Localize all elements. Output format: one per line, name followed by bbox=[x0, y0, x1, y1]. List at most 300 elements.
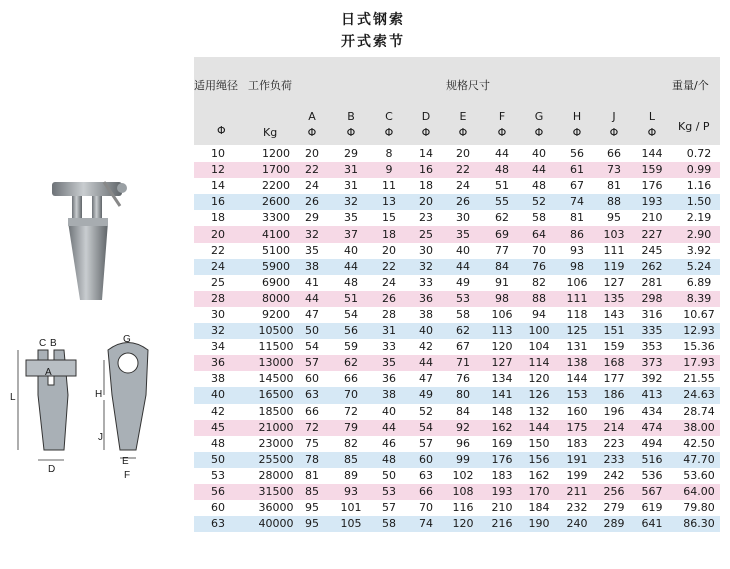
table-cell: 36 bbox=[211, 356, 225, 370]
table-cell: 17.93 bbox=[683, 356, 715, 370]
table-cell: 79.80 bbox=[683, 501, 715, 515]
table-cell: 135 bbox=[603, 291, 625, 305]
col-header-C: C bbox=[385, 110, 393, 123]
table-cell: 23 bbox=[419, 211, 433, 225]
table-cell: 33 bbox=[419, 275, 433, 289]
table-cell: 84 bbox=[456, 404, 470, 418]
table-cell: 53 bbox=[382, 485, 396, 499]
col-header-phi: Φ bbox=[307, 126, 317, 139]
table-cell: 54 bbox=[419, 420, 433, 434]
table-cell: 47.70 bbox=[683, 452, 715, 466]
table-cell: 196 bbox=[603, 404, 625, 418]
table-cell: 66 bbox=[419, 485, 433, 499]
table-cell: 12 bbox=[211, 163, 225, 177]
table-cell: 70 bbox=[344, 388, 358, 402]
table-cell: 29 bbox=[305, 211, 319, 225]
table-cell: 72 bbox=[305, 420, 319, 434]
table-cell: 210 bbox=[641, 211, 663, 225]
col-header-J: J bbox=[612, 110, 616, 123]
table-cell: 10 bbox=[211, 147, 225, 161]
table-cell: 74 bbox=[570, 195, 584, 209]
table-cell: 35 bbox=[305, 243, 319, 257]
table-cell: 18 bbox=[419, 179, 433, 193]
col-header-phi: Φ bbox=[647, 126, 657, 139]
table-cell: 144 bbox=[528, 420, 550, 434]
table-cell: 16500 bbox=[258, 388, 294, 402]
table-cell: 214 bbox=[603, 420, 625, 434]
col-header-E: E bbox=[459, 110, 467, 123]
table-cell: 1.50 bbox=[686, 195, 712, 209]
table-cell: 53.60 bbox=[683, 468, 715, 482]
table-cell: 30 bbox=[419, 243, 433, 257]
table-cell: 24 bbox=[305, 179, 319, 193]
table-cell: 41 bbox=[305, 275, 319, 289]
table-cell: 40 bbox=[532, 147, 546, 161]
col-header-phi: Φ bbox=[384, 126, 394, 139]
table-cell: 1700 bbox=[262, 163, 290, 177]
table-cell: 373 bbox=[641, 356, 663, 370]
table-cell: 53 bbox=[456, 291, 470, 305]
table-cell: 120 bbox=[528, 372, 550, 386]
table-cell: 31 bbox=[382, 324, 396, 338]
table-cell: 127 bbox=[491, 356, 513, 370]
table-cell: 227 bbox=[641, 227, 663, 241]
table-cell: 22 bbox=[382, 259, 396, 273]
table-cell: 32 bbox=[305, 227, 319, 241]
table-cell: 5.24 bbox=[686, 259, 712, 273]
table-cell: 64 bbox=[532, 227, 546, 241]
table-cell: 186 bbox=[603, 388, 625, 402]
table-cell: 168 bbox=[603, 356, 625, 370]
table-cell: 2.90 bbox=[686, 227, 712, 241]
table-cell: 6900 bbox=[262, 275, 290, 289]
table-cell: 316 bbox=[641, 307, 663, 321]
table-cell: 24 bbox=[382, 275, 396, 289]
table-cell: 63 bbox=[211, 517, 225, 531]
table-cell: 32 bbox=[344, 195, 358, 209]
table-row bbox=[194, 226, 720, 242]
table-cell: 51 bbox=[495, 179, 509, 193]
table-cell: 159 bbox=[603, 340, 625, 354]
table-cell: 30 bbox=[211, 307, 225, 321]
table-cell: 80 bbox=[456, 388, 470, 402]
table-cell: 14500 bbox=[258, 372, 294, 386]
table-cell: 536 bbox=[641, 468, 663, 482]
table-cell: 13 bbox=[382, 195, 396, 209]
table-cell: 619 bbox=[641, 501, 663, 515]
header-phi: Φ bbox=[217, 124, 226, 137]
table-cell: 641 bbox=[641, 517, 663, 531]
table-cell: 494 bbox=[641, 436, 663, 450]
product-photo bbox=[42, 160, 152, 310]
table-cell: 78 bbox=[305, 452, 319, 466]
table-cell: 116 bbox=[452, 501, 474, 515]
table-cell: 8000 bbox=[262, 291, 290, 305]
table-cell: 56 bbox=[344, 324, 358, 338]
table-cell: 38 bbox=[382, 388, 396, 402]
table-cell: 5900 bbox=[262, 259, 290, 273]
table-cell: 184 bbox=[528, 501, 550, 515]
table-cell: 131 bbox=[566, 340, 588, 354]
table-cell: 37 bbox=[344, 227, 358, 241]
table-row bbox=[194, 387, 720, 403]
table-cell: 44 bbox=[419, 356, 433, 370]
table-cell: 55 bbox=[495, 195, 509, 209]
header-rope-dia: 适用绳径 bbox=[194, 79, 238, 92]
table-cell: 67 bbox=[570, 179, 584, 193]
table-cell: 95 bbox=[305, 501, 319, 515]
table-row bbox=[194, 339, 720, 355]
table-cell: 125 bbox=[566, 324, 588, 338]
table-cell: 148 bbox=[491, 404, 513, 418]
table-cell: 18 bbox=[382, 227, 396, 241]
table-row bbox=[194, 355, 720, 371]
table-cell: 170 bbox=[528, 485, 550, 499]
table-cell: 74 bbox=[419, 517, 433, 531]
table-row bbox=[194, 484, 720, 500]
table-cell: 35 bbox=[344, 211, 358, 225]
table-cell: 28 bbox=[382, 307, 396, 321]
table-cell: 8 bbox=[385, 147, 393, 161]
table-cell: 10.67 bbox=[683, 307, 715, 321]
label-L: L bbox=[10, 392, 16, 403]
table-cell: 44 bbox=[456, 259, 470, 273]
table-cell: 36000 bbox=[258, 501, 294, 515]
table-cell: 54 bbox=[344, 307, 358, 321]
table-cell: 44 bbox=[495, 147, 509, 161]
col-header-phi: Φ bbox=[572, 126, 582, 139]
table-cell: 22 bbox=[456, 163, 470, 177]
table-cell: 48 bbox=[211, 436, 225, 450]
table-cell: 76 bbox=[532, 259, 546, 273]
label-H: H bbox=[95, 389, 103, 400]
table-cell: 118 bbox=[566, 307, 588, 321]
header-kg: Kg bbox=[263, 126, 278, 139]
col-header-B: B bbox=[347, 110, 355, 123]
col-header-H: H bbox=[572, 110, 582, 123]
table-cell: 567 bbox=[641, 485, 663, 499]
table-cell: 335 bbox=[641, 324, 663, 338]
table-cell: 176 bbox=[641, 179, 663, 193]
table-cell: 60 bbox=[211, 501, 225, 515]
table-cell: 95 bbox=[607, 211, 621, 225]
table-cell: 105 bbox=[340, 517, 362, 531]
table-cell: 240 bbox=[566, 517, 588, 531]
table-cell: 88 bbox=[607, 195, 621, 209]
table-cell: 151 bbox=[603, 324, 625, 338]
table-cell: 77 bbox=[495, 243, 509, 257]
table-cell: 98 bbox=[495, 291, 509, 305]
table-cell: 57 bbox=[305, 356, 319, 370]
table-row bbox=[194, 468, 720, 484]
table-cell: 56 bbox=[570, 147, 584, 161]
col-header-A: A bbox=[308, 110, 316, 123]
table-cell: 58 bbox=[456, 307, 470, 321]
header-dimensions: 规格尺寸 bbox=[446, 79, 490, 92]
table-cell: 32 bbox=[211, 324, 225, 338]
col-header-phi: Φ bbox=[421, 126, 431, 139]
table-cell: 47 bbox=[419, 372, 433, 386]
table-cell: 24 bbox=[211, 259, 225, 273]
table-row bbox=[194, 500, 720, 516]
col-header-F: F bbox=[498, 110, 506, 123]
table-cell: 28.74 bbox=[683, 404, 715, 418]
table-cell: 15.36 bbox=[683, 340, 715, 354]
table-cell: 63 bbox=[419, 468, 433, 482]
table-row bbox=[194, 146, 720, 162]
table-row bbox=[194, 420, 720, 436]
table-cell: 6.89 bbox=[686, 275, 712, 289]
label-C: C bbox=[39, 338, 47, 349]
table-cell: 82 bbox=[344, 436, 358, 450]
table-cell: 18500 bbox=[258, 404, 294, 418]
table-cell: 60 bbox=[305, 372, 319, 386]
table-cell: 101 bbox=[340, 501, 362, 515]
table-cell: 111 bbox=[566, 291, 588, 305]
table-cell: 44 bbox=[532, 163, 546, 177]
table-cell: 18 bbox=[211, 211, 225, 225]
table-cell: 20 bbox=[305, 147, 319, 161]
table-cell: 153 bbox=[566, 388, 588, 402]
table-cell: 22 bbox=[305, 163, 319, 177]
table-cell: 13000 bbox=[258, 356, 294, 370]
table-cell: 28000 bbox=[258, 468, 294, 482]
table-row bbox=[194, 452, 720, 468]
table-cell: 1.16 bbox=[686, 179, 712, 193]
table-row bbox=[194, 259, 720, 275]
table-cell: 126 bbox=[528, 388, 550, 402]
table-cell: 177 bbox=[603, 372, 625, 386]
table-row bbox=[194, 371, 720, 387]
table-cell: 20 bbox=[456, 147, 470, 161]
table-row bbox=[194, 210, 720, 226]
label-B: B bbox=[50, 338, 57, 349]
table-cell: 114 bbox=[528, 356, 550, 370]
table-cell: 44 bbox=[344, 259, 358, 273]
col-header-L: L bbox=[648, 110, 656, 123]
col-header-phi: Φ bbox=[458, 126, 468, 139]
label-F: F bbox=[124, 470, 131, 481]
table-cell: 62 bbox=[344, 356, 358, 370]
table-cell: 89 bbox=[344, 468, 358, 482]
table-cell: 24.63 bbox=[683, 388, 715, 402]
table-cell: 69 bbox=[495, 227, 509, 241]
col-header-phi: Φ bbox=[534, 126, 544, 139]
table-cell: 44 bbox=[382, 420, 396, 434]
table-cell: 35 bbox=[382, 356, 396, 370]
table-cell: 191 bbox=[566, 452, 588, 466]
table-cell: 190 bbox=[528, 517, 550, 531]
table-cell: 40000 bbox=[258, 517, 294, 531]
table-row bbox=[194, 291, 720, 307]
table-cell: 245 bbox=[641, 243, 663, 257]
table-cell: 85 bbox=[305, 485, 319, 499]
table-cell: 72 bbox=[344, 404, 358, 418]
table-cell: 134 bbox=[491, 372, 513, 386]
table-cell: 21000 bbox=[258, 420, 294, 434]
table-cell: 108 bbox=[452, 485, 474, 499]
table-cell: 143 bbox=[603, 307, 625, 321]
col-header-G: G bbox=[534, 110, 544, 123]
table-cell: 88 bbox=[532, 291, 546, 305]
table-cell: 71 bbox=[456, 356, 470, 370]
table-cell: 156 bbox=[528, 452, 550, 466]
table-cell: 132 bbox=[528, 404, 550, 418]
table-cell: 40 bbox=[211, 388, 225, 402]
table-cell: 392 bbox=[641, 372, 663, 386]
header-work-load: 工作负荷 bbox=[248, 79, 292, 92]
table-cell: 33 bbox=[382, 340, 396, 354]
table-cell: 150 bbox=[528, 436, 550, 450]
title-line-2: 开式索节 bbox=[341, 34, 405, 50]
table-row bbox=[194, 307, 720, 323]
table-cell: 57 bbox=[382, 501, 396, 515]
table-cell: 16 bbox=[419, 163, 433, 177]
title-line-1: 日式钢索 bbox=[341, 12, 405, 28]
table-cell: 232 bbox=[566, 501, 588, 515]
table-cell: 75 bbox=[305, 436, 319, 450]
table-cell: 160 bbox=[566, 404, 588, 418]
table-cell: 104 bbox=[528, 340, 550, 354]
table-cell: 24 bbox=[456, 179, 470, 193]
table-cell: 199 bbox=[566, 468, 588, 482]
table-cell: 31 bbox=[344, 163, 358, 177]
table-cell: 44 bbox=[305, 291, 319, 305]
table-cell: 46 bbox=[382, 436, 396, 450]
table-cell: 14 bbox=[419, 147, 433, 161]
table-cell: 40 bbox=[382, 404, 396, 418]
table-cell: 26 bbox=[382, 291, 396, 305]
table-cell: 100 bbox=[528, 324, 550, 338]
table-cell: 11500 bbox=[258, 340, 294, 354]
table-cell: 106 bbox=[491, 307, 513, 321]
table-cell: 8.39 bbox=[686, 291, 712, 305]
table-cell: 99 bbox=[456, 452, 470, 466]
table-cell: 127 bbox=[603, 275, 625, 289]
table-cell: 298 bbox=[641, 291, 663, 305]
table-cell: 113 bbox=[491, 324, 513, 338]
table-cell: 20 bbox=[419, 195, 433, 209]
table-cell: 193 bbox=[491, 485, 513, 499]
table-cell: 25 bbox=[419, 227, 433, 241]
table-cell: 58 bbox=[382, 517, 396, 531]
table-cell: 22 bbox=[211, 243, 225, 257]
table-cell: 91 bbox=[495, 275, 509, 289]
table-cell: 40 bbox=[456, 243, 470, 257]
table-cell: 59 bbox=[344, 340, 358, 354]
table-cell: 86.30 bbox=[683, 517, 715, 531]
label-E: E bbox=[122, 456, 129, 467]
table-cell: 51 bbox=[344, 291, 358, 305]
table-cell: 49 bbox=[456, 275, 470, 289]
table-cell: 413 bbox=[641, 388, 663, 402]
table-cell: 141 bbox=[491, 388, 513, 402]
table-cell: 25500 bbox=[258, 452, 294, 466]
table-cell: 38 bbox=[211, 372, 225, 386]
table-cell: 92 bbox=[456, 420, 470, 434]
table-cell: 175 bbox=[566, 420, 588, 434]
table-cell: 1200 bbox=[262, 147, 290, 161]
table-cell: 20 bbox=[382, 243, 396, 257]
table-cell: 42.50 bbox=[683, 436, 715, 450]
table-cell: 162 bbox=[528, 468, 550, 482]
table-cell: 66 bbox=[344, 372, 358, 386]
table-cell: 61 bbox=[570, 163, 584, 177]
table-cell: 40 bbox=[344, 243, 358, 257]
table-cell: 47 bbox=[305, 307, 319, 321]
table-cell: 31 bbox=[344, 179, 358, 193]
table-cell: 81 bbox=[570, 211, 584, 225]
table-cell: 9 bbox=[385, 163, 393, 177]
table-cell: 120 bbox=[491, 340, 513, 354]
table-cell: 66 bbox=[305, 404, 319, 418]
label-D: D bbox=[48, 464, 56, 475]
table-cell: 516 bbox=[641, 452, 663, 466]
table-cell: 144 bbox=[641, 147, 663, 161]
table-cell: 138 bbox=[566, 356, 588, 370]
table-row bbox=[194, 162, 720, 178]
table-cell: 62 bbox=[495, 211, 509, 225]
table-cell: 162 bbox=[491, 420, 513, 434]
table-cell: 64.00 bbox=[683, 485, 715, 499]
table-cell: 242 bbox=[603, 468, 625, 482]
table-cell: 233 bbox=[603, 452, 625, 466]
technical-drawing bbox=[8, 330, 183, 485]
table-cell: 60 bbox=[419, 452, 433, 466]
table-cell: 42 bbox=[419, 340, 433, 354]
table-cell: 48 bbox=[495, 163, 509, 177]
table-cell: 25 bbox=[211, 275, 225, 289]
table-cell: 95 bbox=[305, 517, 319, 531]
table-cell: 289 bbox=[603, 517, 625, 531]
table-cell: 52 bbox=[419, 404, 433, 418]
table-cell: 58 bbox=[532, 211, 546, 225]
table-cell: 102 bbox=[452, 468, 474, 482]
table-cell: 262 bbox=[641, 259, 663, 273]
table-cell: 84 bbox=[495, 259, 509, 273]
table-cell: 474 bbox=[641, 420, 663, 434]
col-header-phi: Φ bbox=[497, 126, 507, 139]
table-cell: 256 bbox=[603, 485, 625, 499]
table-cell: 81 bbox=[607, 179, 621, 193]
table-cell: 14 bbox=[211, 179, 225, 193]
table-cell: 38.00 bbox=[683, 420, 715, 434]
table-cell: 169 bbox=[491, 436, 513, 450]
table-cell: 10500 bbox=[258, 324, 294, 338]
table-cell: 48 bbox=[382, 452, 396, 466]
table-cell: 353 bbox=[641, 340, 663, 354]
label-G: G bbox=[123, 334, 131, 345]
table-cell: 62 bbox=[456, 324, 470, 338]
table-cell: 106 bbox=[566, 275, 588, 289]
table-cell: 79 bbox=[344, 420, 358, 434]
table-cell: 40 bbox=[419, 324, 433, 338]
table-cell: 98 bbox=[570, 259, 584, 273]
table-cell: 223 bbox=[603, 436, 625, 450]
table-row bbox=[194, 178, 720, 194]
table-cell: 52 bbox=[532, 195, 546, 209]
table-cell: 31500 bbox=[258, 485, 294, 499]
table-cell: 20 bbox=[211, 227, 225, 241]
col-header-phi: Φ bbox=[346, 126, 356, 139]
table-cell: 66 bbox=[607, 147, 621, 161]
table-cell: 50 bbox=[305, 324, 319, 338]
table-cell: 193 bbox=[641, 195, 663, 209]
table-cell: 70 bbox=[419, 501, 433, 515]
table-cell: 56 bbox=[211, 485, 225, 499]
table-cell: 281 bbox=[641, 275, 663, 289]
table-cell: 279 bbox=[603, 501, 625, 515]
